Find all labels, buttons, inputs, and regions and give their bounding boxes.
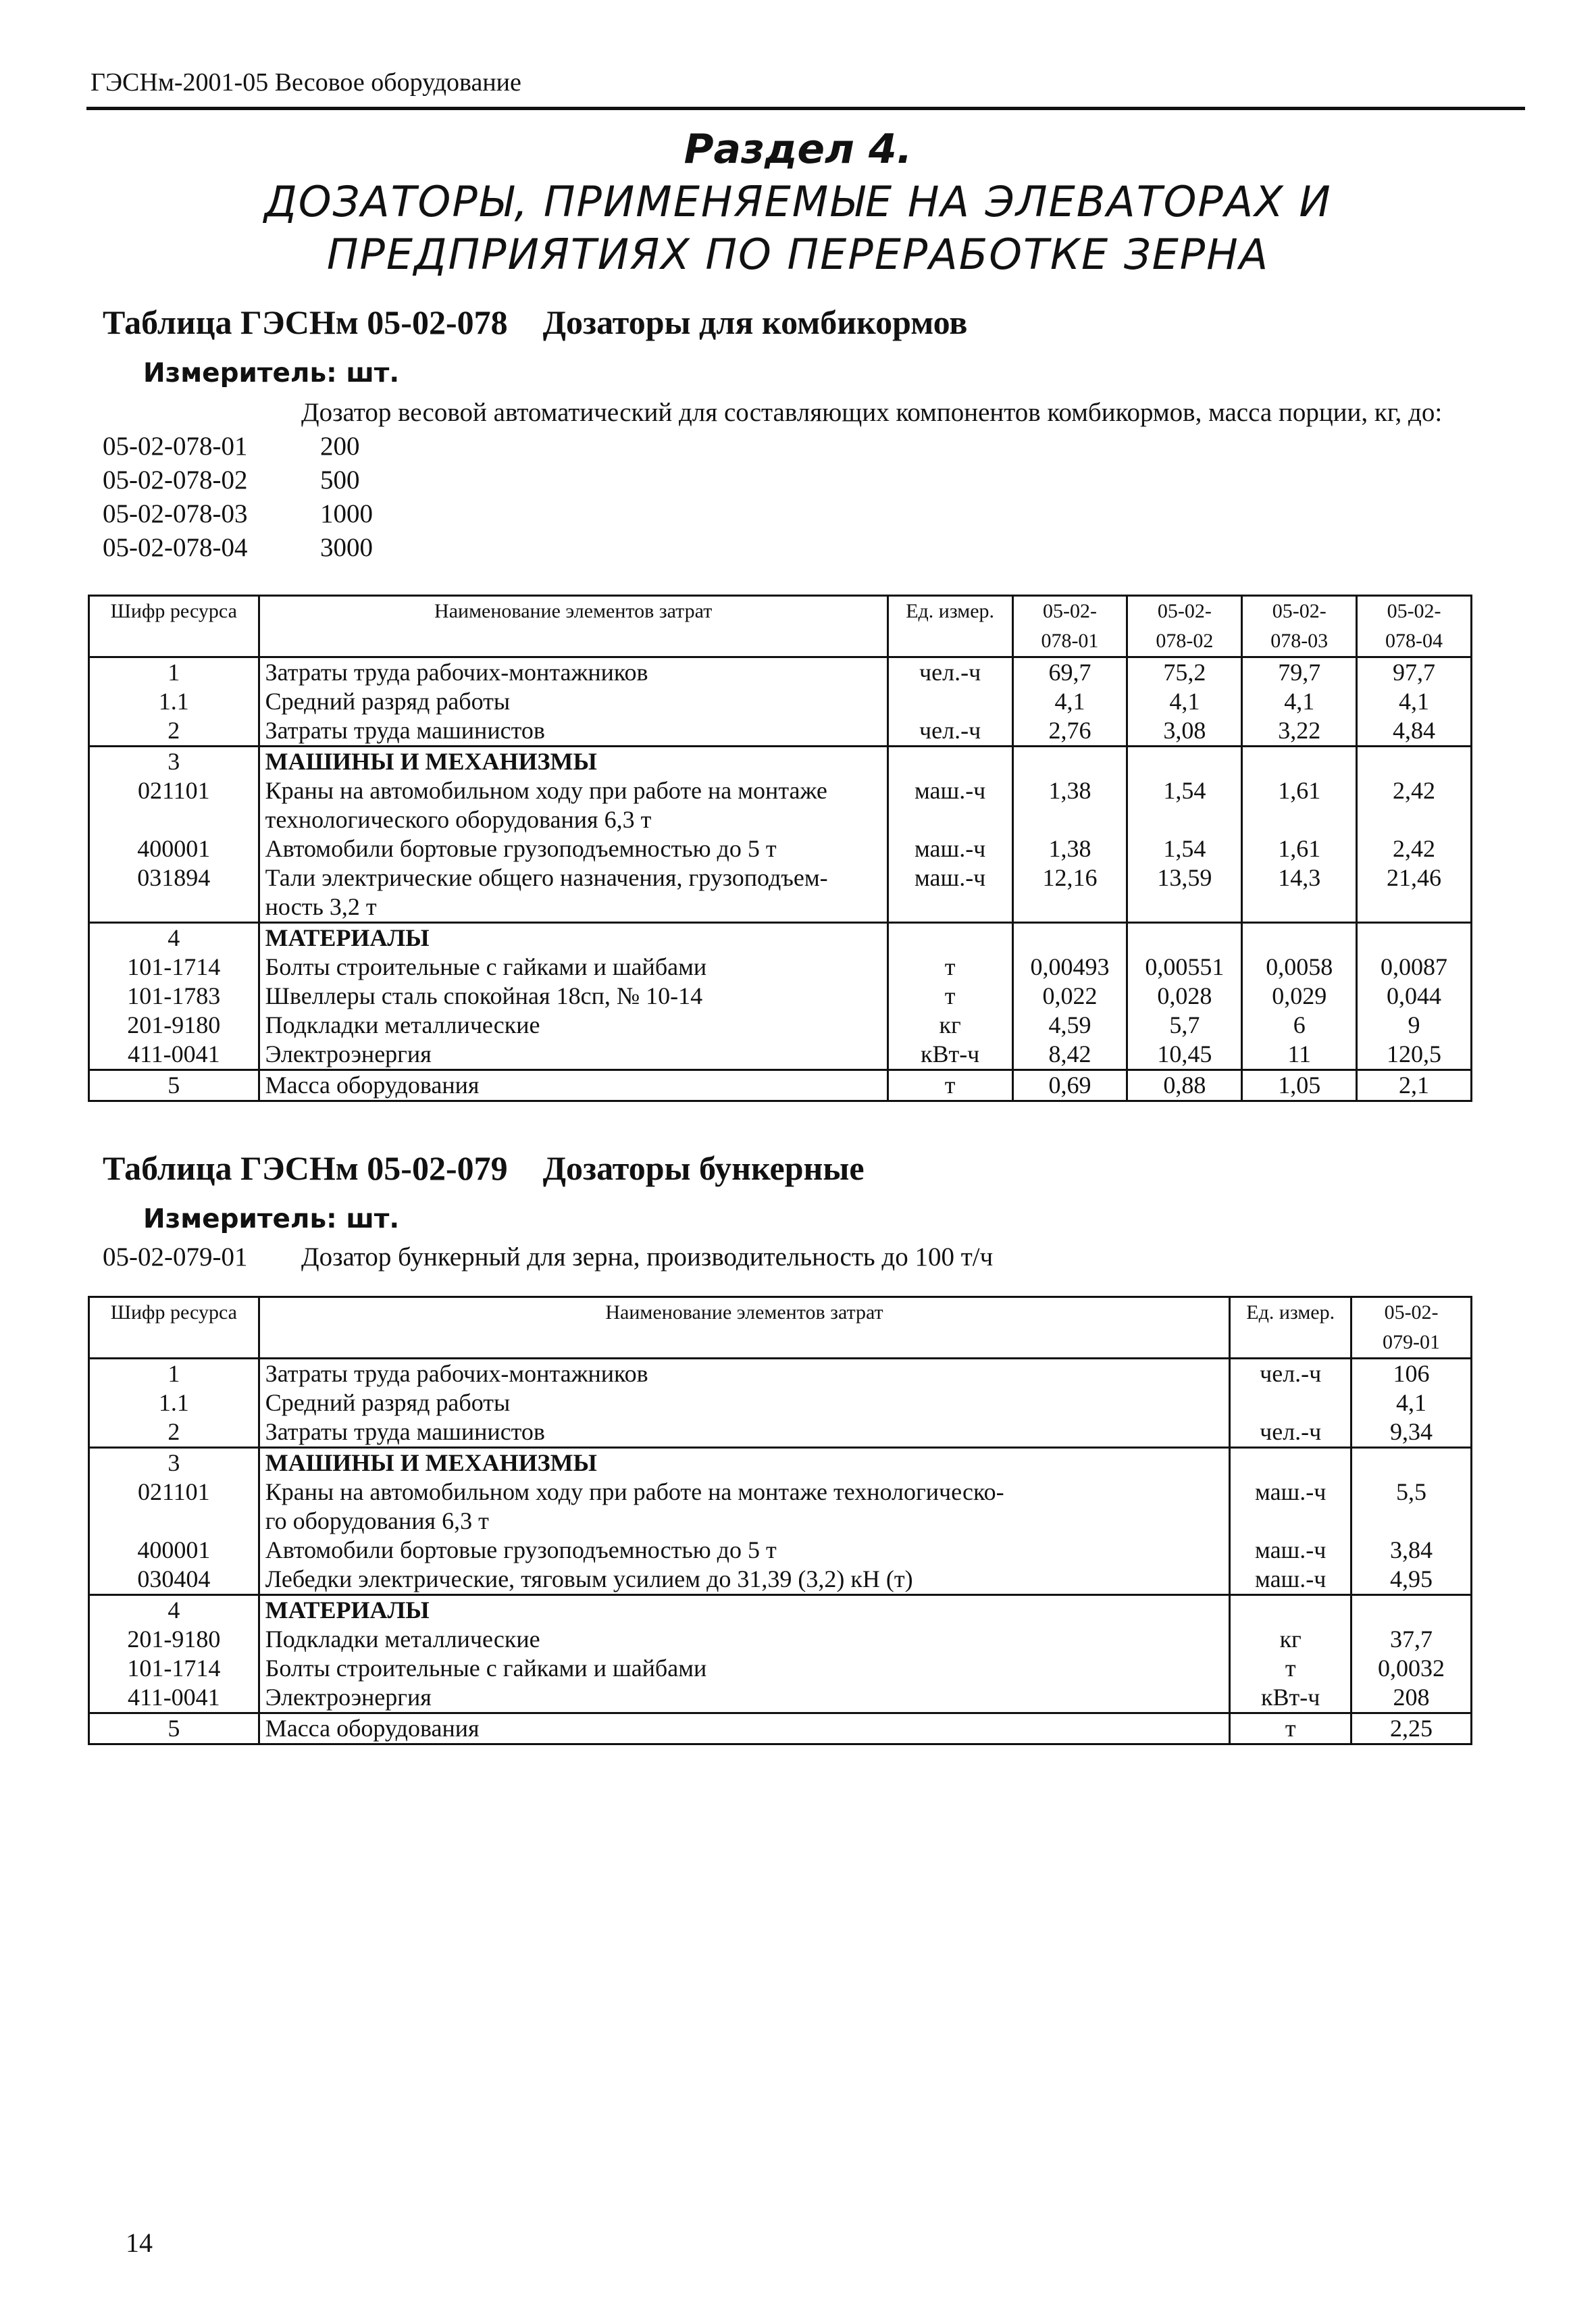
cost-element-name-line: Масса оборудования	[265, 1715, 480, 1742]
header-col	[1242, 596, 1357, 657]
cost-element-name-line: Подкладки металлические	[265, 1626, 540, 1653]
value-cell: 69,7	[1012, 657, 1127, 688]
table1-variant-code: 05-02-078-01	[103, 432, 248, 461]
table1	[88, 595, 1472, 1102]
cost-element-name-line: Средний разряд работы	[265, 1389, 511, 1416]
table-row	[89, 1713, 1472, 1744]
cost-element-name	[259, 982, 887, 1011]
value-cell: 0,00551	[1127, 953, 1242, 982]
value-cell: 2,42	[1357, 834, 1472, 863]
cost-element-name	[259, 687, 887, 716]
cost-element-name-line: Лебедки электрические, тяговым усилием до 31,39 (3,2) кН (т)	[265, 1565, 913, 1592]
unit-cell	[1230, 1448, 1352, 1478]
header-col-line: 05-02-	[1387, 600, 1441, 622]
resource-code: 1	[89, 657, 259, 688]
table-row	[89, 1536, 1472, 1565]
value-cell: 4,1	[1242, 687, 1357, 716]
unit-cell: кВт-ч	[1230, 1683, 1352, 1713]
value-cell: 0,029	[1242, 982, 1357, 1011]
value-cell: 4,1	[1357, 687, 1472, 716]
table-row	[89, 687, 1472, 716]
table-row	[89, 776, 1472, 834]
cost-element-name-line: Электроэнергия	[265, 1040, 432, 1067]
resource-code: 411-0041	[89, 1040, 259, 1070]
table1-variant-value: 1000	[320, 499, 373, 528]
value-cell: 120,5	[1357, 1040, 1472, 1070]
unit-cell: маш.-ч	[1230, 1565, 1352, 1595]
unit-cell	[887, 687, 1012, 716]
value-cell: 0,028	[1127, 982, 1242, 1011]
cost-element-name-line: Краны на автомобильном ходу при работе на монтаже технологическо-	[265, 1478, 1004, 1505]
table-row	[89, 982, 1472, 1011]
value-cell: 4,59	[1012, 1011, 1127, 1040]
unit-cell: маш.-ч	[887, 863, 1012, 923]
value-cell: 1,54	[1127, 834, 1242, 863]
header-col-line: 079-01	[1383, 1331, 1441, 1353]
value-cell: 208	[1352, 1683, 1472, 1713]
unit-cell	[887, 923, 1012, 953]
table-row	[89, 1448, 1472, 1478]
table-row	[89, 1595, 1472, 1626]
cost-element-name	[259, 1388, 1230, 1417]
resource-code: 5	[89, 1713, 259, 1744]
value-cell: 1,61	[1242, 776, 1357, 834]
cost-element-name	[259, 1565, 1230, 1595]
unit-cell: маш.-ч	[1230, 1478, 1352, 1536]
value-cell	[1012, 747, 1127, 777]
unit-cell: т	[887, 1070, 1012, 1101]
resource-code: 400001	[89, 1536, 259, 1565]
table2-header-row	[89, 1297, 1472, 1359]
table2-variant-text: Дозатор бункерный для зерна, производительность до 100 т/ч	[301, 1242, 994, 1272]
table-row	[89, 1388, 1472, 1417]
resource-code: 1	[89, 1359, 259, 1389]
table-row	[89, 834, 1472, 863]
value-cell: 1,61	[1242, 834, 1357, 863]
table-row	[89, 657, 1472, 688]
cost-element-name-line: технологического оборудования 6,3 т	[265, 806, 652, 833]
value-cell	[1352, 1595, 1472, 1626]
table1-variant-code: 05-02-078-02	[103, 466, 248, 495]
header-col-line: 078-03	[1270, 630, 1329, 652]
unit-cell	[887, 747, 1012, 777]
section-title-line-2: ПРЕДПРИЯТИЯХ ПО ПЕРЕРАБОТКЕ ЗЕРНА	[326, 230, 1270, 279]
cost-element-name-line: Краны на автомобильном ходу при работе на монтаже	[265, 777, 827, 804]
value-cell: 75,2	[1127, 657, 1242, 688]
header-col	[1357, 596, 1472, 657]
cost-element-name-line: МАШИНЫ И МЕХАНИЗМЫ	[265, 748, 597, 775]
value-cell: 4,84	[1357, 716, 1472, 747]
value-cell: 13,59	[1127, 863, 1242, 923]
value-cell: 3,22	[1242, 716, 1357, 747]
cost-element-name-line: МАТЕРИАЛЫ	[265, 1596, 430, 1624]
unit-cell: чел.-ч	[1230, 1417, 1352, 1448]
table-row	[89, 1359, 1472, 1389]
value-cell: 4,1	[1127, 687, 1242, 716]
cost-element-name-line: ность 3,2 т	[265, 893, 377, 920]
cost-element-name	[259, 1595, 1230, 1626]
table2-title: Дозаторы бункерные	[542, 1149, 865, 1187]
table1-heading	[103, 303, 967, 342]
value-cell: 2,1	[1357, 1070, 1472, 1101]
resource-code: 4	[89, 1595, 259, 1626]
table1-variant-code: 05-02-078-03	[103, 499, 248, 528]
value-cell: 3,84	[1352, 1536, 1472, 1565]
unit-cell: т	[887, 982, 1012, 1011]
table1-variant-value: 500	[320, 466, 360, 495]
resource-code: 3	[89, 747, 259, 777]
value-cell: 0,044	[1357, 982, 1472, 1011]
value-cell: 1,54	[1127, 776, 1242, 834]
value-cell: 1,05	[1242, 1070, 1357, 1101]
value-cell: 106	[1352, 1359, 1472, 1389]
table-row	[89, 1654, 1472, 1683]
header-unit: Ед. измер.	[887, 596, 1012, 657]
cost-element-name	[259, 953, 887, 982]
table2-code: Таблица ГЭСНм 05-02-079	[103, 1149, 508, 1187]
resource-code: 411-0041	[89, 1683, 259, 1713]
resource-code: 031894	[89, 863, 259, 923]
cost-element-name	[259, 747, 887, 777]
header-unit: Ед. измер.	[1230, 1297, 1352, 1359]
header-col	[1127, 596, 1242, 657]
cost-element-name	[259, 923, 887, 953]
resource-code: 1.1	[89, 687, 259, 716]
table-row	[89, 863, 1472, 923]
value-cell: 5,5	[1352, 1478, 1472, 1536]
header-resource: Шифр ресурса	[89, 596, 259, 657]
cost-element-name-line: Масса оборудования	[265, 1072, 480, 1099]
header-col-line: 05-02-	[1042, 600, 1097, 622]
resource-code: 2	[89, 1417, 259, 1448]
table-row	[89, 1417, 1472, 1448]
header-col	[1352, 1297, 1472, 1359]
value-cell	[1127, 747, 1242, 777]
unit-cell: кг	[887, 1011, 1012, 1040]
table1-variant-value: 3000	[320, 533, 373, 562]
header-col-line: 078-01	[1041, 630, 1099, 652]
resource-code: 201-9180	[89, 1625, 259, 1654]
header-col-line: 078-04	[1385, 630, 1443, 652]
cost-element-name-line: Швеллеры сталь спокойная 18сп, № 10-14	[265, 982, 703, 1009]
unit-cell: маш.-ч	[887, 776, 1012, 834]
header-col-line: 05-02-	[1272, 600, 1327, 622]
resource-code: 4	[89, 923, 259, 953]
header-name: Наименование элементов затрат	[259, 596, 887, 657]
table-row	[89, 953, 1472, 982]
cost-element-name	[259, 1625, 1230, 1654]
cost-element-name	[259, 1478, 1230, 1536]
table1-variant-value: 200	[320, 432, 360, 461]
value-cell: 2,25	[1352, 1713, 1472, 1744]
value-cell: 6	[1242, 1011, 1357, 1040]
cost-element-name	[259, 1713, 1230, 1744]
header-resource: Шифр ресурса	[89, 1297, 259, 1359]
value-cell: 11	[1242, 1040, 1357, 1070]
resource-code: 030404	[89, 1565, 259, 1595]
table1-body	[89, 657, 1472, 1101]
cost-element-name-line: Тали электрические общего назначения, грузоподъем-	[265, 864, 828, 891]
header-col-line: 05-02-	[1157, 600, 1212, 622]
value-cell: 0,0032	[1352, 1654, 1472, 1683]
unit-cell: кВт-ч	[887, 1040, 1012, 1070]
table2-measure: Измеритель: шт.	[143, 1204, 400, 1234]
value-cell	[1357, 923, 1472, 953]
value-cell: 3,08	[1127, 716, 1242, 747]
value-cell: 97,7	[1357, 657, 1472, 688]
cost-element-name	[259, 863, 887, 923]
table2-variant-code: 05-02-079-01	[103, 1242, 248, 1272]
resource-code: 1.1	[89, 1388, 259, 1417]
cost-element-name-line: Болты строительные с гайками и шайбами	[265, 1655, 707, 1682]
resource-code: 101-1783	[89, 982, 259, 1011]
resource-code: 021101	[89, 1478, 259, 1536]
cost-element-name	[259, 1417, 1230, 1448]
value-cell: 0,0058	[1242, 953, 1357, 982]
cost-element-name-line: Электроэнергия	[265, 1684, 432, 1711]
value-cell	[1352, 1448, 1472, 1478]
header-name: Наименование элементов затрат	[259, 1297, 1230, 1359]
value-cell: 4,95	[1352, 1565, 1472, 1595]
unit-cell: маш.-ч	[887, 834, 1012, 863]
cost-element-name-line: МАШИНЫ И МЕХАНИЗМЫ	[265, 1449, 597, 1476]
resource-code: 021101	[89, 776, 259, 834]
unit-cell: кг	[1230, 1625, 1352, 1654]
resource-code: 101-1714	[89, 1654, 259, 1683]
table-row	[89, 716, 1472, 747]
header-col-line: 078-02	[1156, 630, 1214, 652]
table-row	[89, 1625, 1472, 1654]
unit-cell: чел.-ч	[1230, 1359, 1352, 1389]
cost-element-name	[259, 1536, 1230, 1565]
table2-body	[89, 1359, 1472, 1744]
cost-element-name	[259, 1011, 887, 1040]
value-cell: 1,38	[1012, 834, 1127, 863]
cost-element-name-line: Автомобили бортовые грузоподъемностью до 5 т	[265, 1536, 777, 1563]
value-cell	[1242, 923, 1357, 953]
value-cell: 4,1	[1352, 1388, 1472, 1417]
cost-element-name	[259, 1070, 887, 1101]
cost-element-name	[259, 1683, 1230, 1713]
table-row	[89, 923, 1472, 953]
value-cell	[1127, 923, 1242, 953]
cost-element-name-line: Затраты труда рабочих-монтажников	[265, 1360, 648, 1387]
value-cell: 2,76	[1012, 716, 1127, 747]
cost-element-name	[259, 834, 887, 863]
unit-cell: чел.-ч	[887, 716, 1012, 747]
resource-code: 101-1714	[89, 953, 259, 982]
value-cell	[1012, 923, 1127, 953]
cost-element-name-line: Болты строительные с гайками и шайбами	[265, 953, 707, 980]
header-rule	[86, 107, 1525, 110]
cost-element-name	[259, 716, 887, 747]
cost-element-name	[259, 1448, 1230, 1478]
section-label: Раздел 4.	[684, 126, 912, 173]
cost-element-name	[259, 1040, 887, 1070]
value-cell	[1242, 747, 1357, 777]
table1-title: Дозаторы для комбикормов	[542, 303, 968, 341]
cost-element-name-line: Автомобили бортовые грузоподъемностью до 5 т	[265, 835, 777, 862]
value-cell: 5,7	[1127, 1011, 1242, 1040]
cost-element-name	[259, 1654, 1230, 1683]
table-row	[89, 1565, 1472, 1595]
unit-cell: т	[1230, 1713, 1352, 1744]
value-cell: 12,16	[1012, 863, 1127, 923]
table-row	[89, 1040, 1472, 1070]
value-cell: 9,34	[1352, 1417, 1472, 1448]
unit-cell: чел.-ч	[887, 657, 1012, 688]
resource-code: 2	[89, 716, 259, 747]
header-col	[1012, 596, 1127, 657]
section-title-line-1: ДОЗАТОРЫ, ПРИМЕНЯЕМЫЕ НА ЭЛЕВАТОРАХ И	[264, 177, 1332, 226]
table-row	[89, 747, 1472, 777]
table-row	[89, 1683, 1472, 1713]
table1-header-row	[89, 596, 1472, 657]
value-cell: 21,46	[1357, 863, 1472, 923]
cost-element-name-line: Затраты труда машинистов	[265, 717, 545, 744]
value-cell: 79,7	[1242, 657, 1357, 688]
value-cell: 0,69	[1012, 1070, 1127, 1101]
table1-code: Таблица ГЭСНм 05-02-078	[103, 303, 508, 341]
cost-element-name-line: Средний разряд работы	[265, 688, 511, 715]
table-row	[89, 1011, 1472, 1040]
cost-element-name-line: го оборудования 6,3 т	[265, 1507, 489, 1534]
value-cell	[1357, 747, 1472, 777]
unit-cell: т	[1230, 1654, 1352, 1683]
value-cell: 0,022	[1012, 982, 1127, 1011]
resource-code: 400001	[89, 834, 259, 863]
resource-code: 3	[89, 1448, 259, 1478]
cost-element-name	[259, 657, 887, 688]
cost-element-name	[259, 1359, 1230, 1389]
table-row	[89, 1070, 1472, 1101]
cost-element-name-line: Затраты труда машинистов	[265, 1418, 545, 1445]
value-cell: 2,42	[1357, 776, 1472, 834]
running-head: ГЭСНм-2001-05 Весовое оборудование	[91, 68, 521, 97]
value-cell: 0,00493	[1012, 953, 1127, 982]
value-cell: 1,38	[1012, 776, 1127, 834]
page-number: 14	[126, 2228, 153, 2258]
unit-cell: маш.-ч	[1230, 1536, 1352, 1565]
value-cell: 14,3	[1242, 863, 1357, 923]
cost-element-name-line: МАТЕРИАЛЫ	[265, 924, 430, 951]
value-cell: 9	[1357, 1011, 1472, 1040]
value-cell: 4,1	[1012, 687, 1127, 716]
cost-element-name	[259, 776, 887, 834]
unit-cell	[1230, 1595, 1352, 1626]
table2-heading	[103, 1149, 865, 1188]
resource-code: 201-9180	[89, 1011, 259, 1040]
resource-code: 5	[89, 1070, 259, 1101]
value-cell: 37,7	[1352, 1625, 1472, 1654]
value-cell: 10,45	[1127, 1040, 1242, 1070]
table1-description: Дозатор весовой автоматический для составляющих компонентов комбикормов, масса порции, кг, до:	[301, 398, 1443, 427]
cost-element-name-line: Подкладки металлические	[265, 1011, 540, 1038]
table1-variant-code: 05-02-078-04	[103, 533, 248, 562]
unit-cell	[1230, 1388, 1352, 1417]
value-cell: 0,0087	[1357, 953, 1472, 982]
value-cell: 8,42	[1012, 1040, 1127, 1070]
cost-element-name-line: Затраты труда рабочих-монтажников	[265, 659, 648, 686]
unit-cell: т	[887, 953, 1012, 982]
header-col-line: 05-02-	[1384, 1301, 1439, 1324]
table2	[88, 1296, 1472, 1745]
value-cell: 0,88	[1127, 1070, 1242, 1101]
table-row	[89, 1478, 1472, 1536]
table1-measure: Измеритель: шт.	[143, 358, 400, 388]
